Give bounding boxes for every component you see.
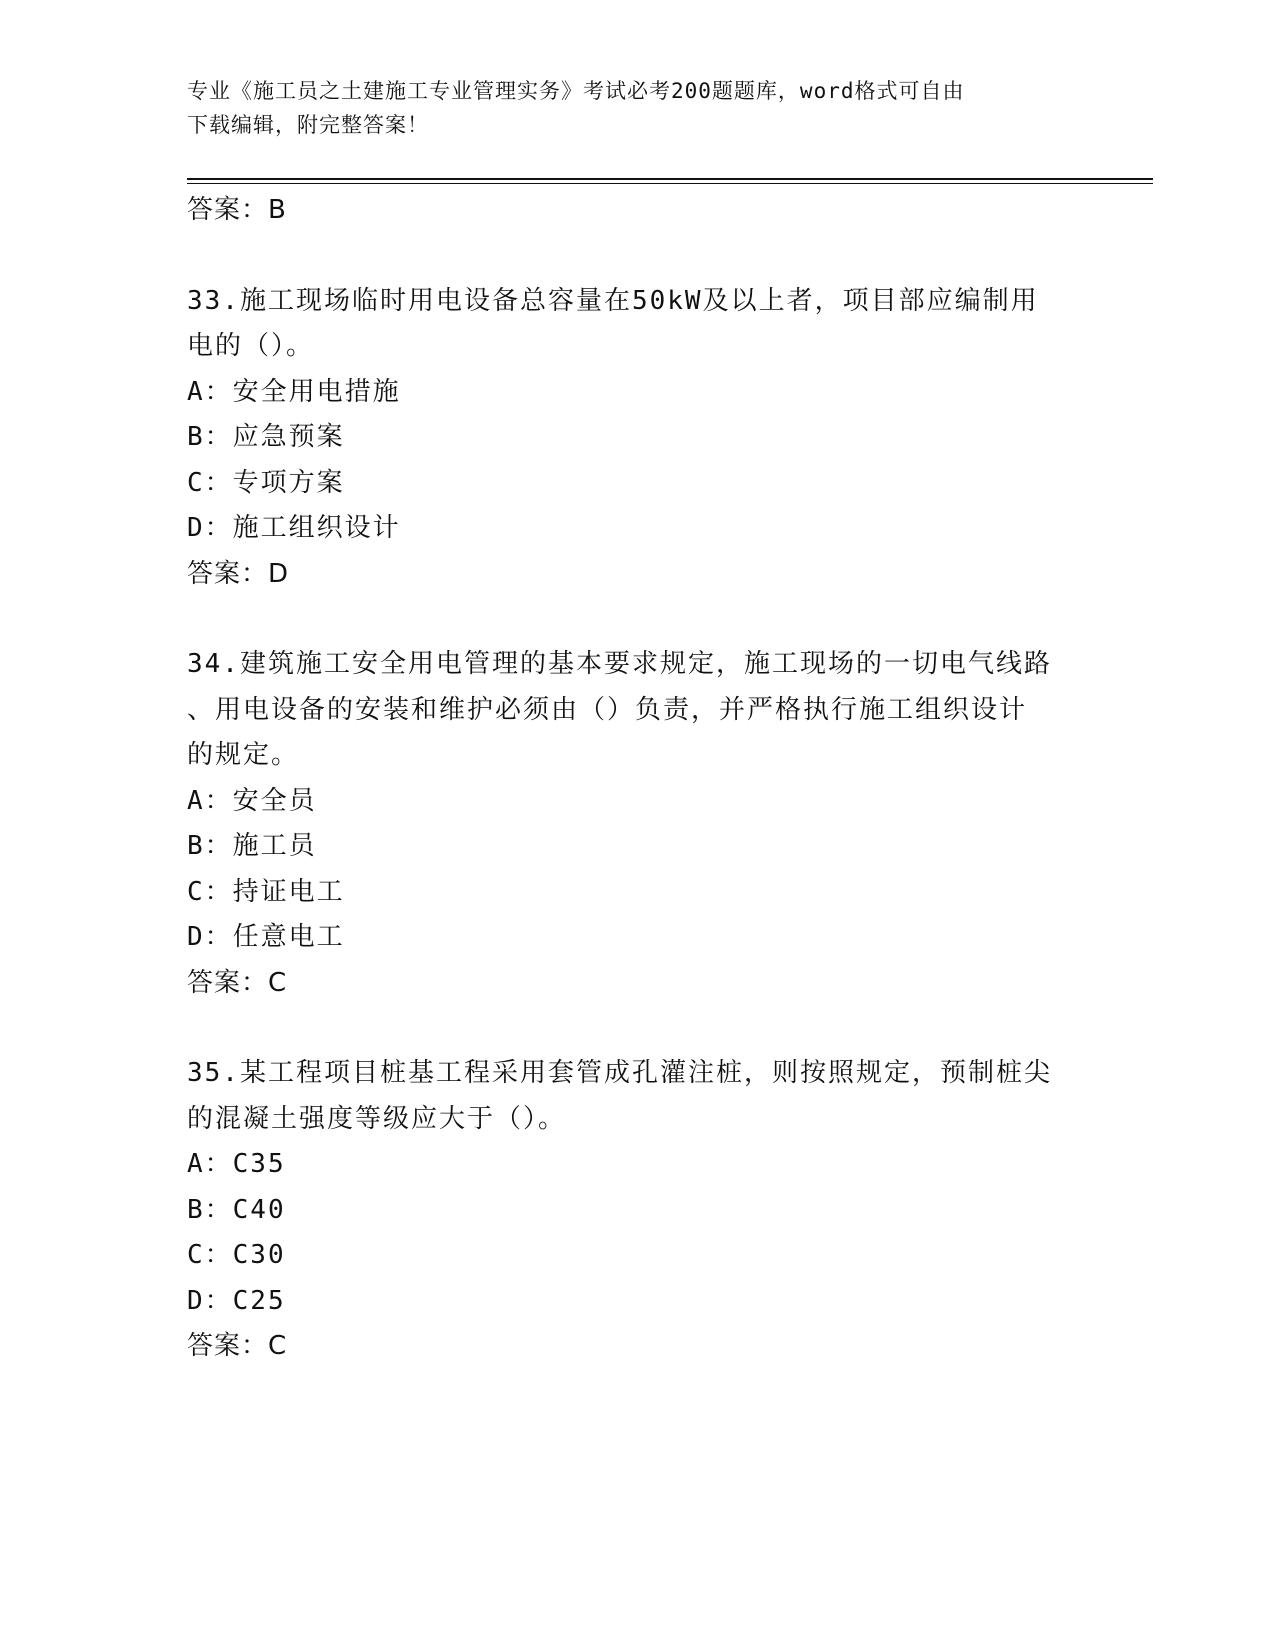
option-c: C：C30 — [187, 1240, 286, 1270]
option-d: D：任意电工 — [187, 922, 345, 952]
option-d: D：C25 — [187, 1285, 286, 1316]
option-b: B：应急预案 — [187, 422, 345, 452]
option-a: A：安全用电措施 — [187, 376, 401, 407]
answer-line: 答案：B — [187, 195, 287, 225]
question-34 — [187, 642, 1087, 1006]
question-stem-line: 电的（）。 — [187, 331, 315, 361]
document-header — [187, 74, 1067, 142]
option-b: B：C40 — [187, 1194, 286, 1225]
question-stem-line: 35.某工程项目桩基工程采用套管成孔灌注桩，则按照规定，预制桩尖 — [187, 1058, 1052, 1088]
option-c: C：专项方案 — [187, 467, 345, 498]
question-stem-line: 、用电设备的安装和维护必须由（）负责，并严格执行施工组织设计 — [187, 694, 1028, 725]
question-stem-line: 的混凝土强度等级应大于（）。 — [187, 1103, 567, 1134]
answer-line: 答案：C — [187, 967, 288, 998]
question-33 — [187, 279, 1087, 598]
question-stem-line: 33.施工现场临时用电设备总容量在50kW及以上者，项目部应编制用 — [187, 285, 1039, 316]
question-stem-line: 34.建筑施工安全用电管理的基本要求规定，施工现场的一切电气线路 — [187, 649, 1052, 679]
option-c: C：持证电工 — [187, 876, 345, 907]
header-line-1: 专业《施工员之土建施工专业管理实务》考试必考200题题库，word格式可自由 — [187, 79, 965, 103]
option-a: A：C35 — [187, 1149, 286, 1179]
answer-line: 答案：C — [187, 1331, 288, 1361]
option-a: A：安全员 — [187, 785, 317, 816]
option-d: D：施工组织设计 — [187, 513, 401, 543]
header-line-2: 下载编辑，附完整答案！ — [187, 113, 429, 137]
question-list — [187, 188, 1087, 1370]
question-stem-line: 的规定。 — [187, 740, 300, 770]
answer-line: 答案：D — [187, 558, 290, 589]
question-35 — [187, 1051, 1087, 1370]
header-divider — [187, 178, 1153, 184]
option-b: B：施工员 — [187, 831, 317, 861]
